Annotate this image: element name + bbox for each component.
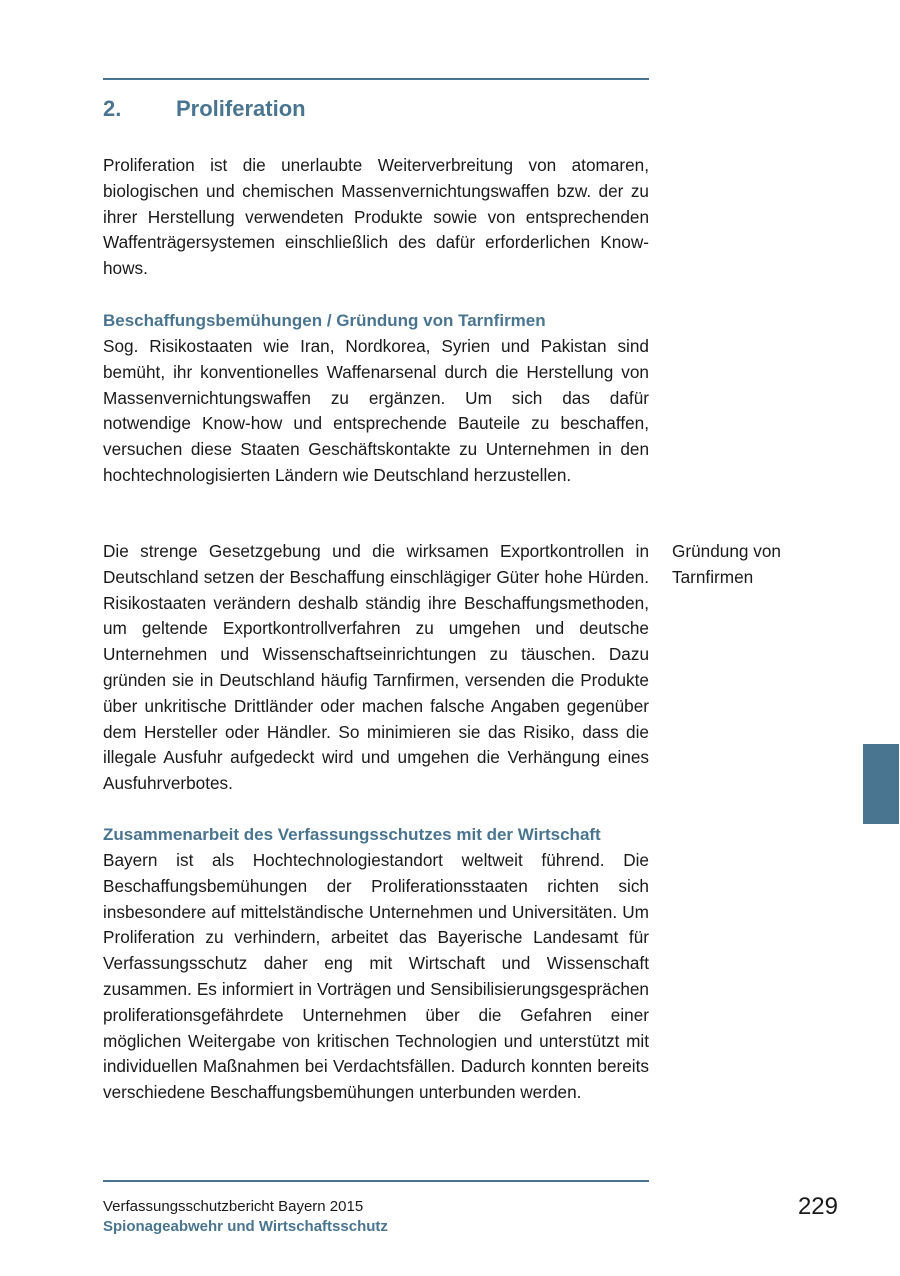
chapter-thumb-tab — [863, 744, 899, 824]
procurement-paragraph-2: Die strenge Gesetzgebung und die wirksamen Exportkontrollen in Deutschland setzen der Beschaffung einschlägiger Güter hohe Hürden. Risikostaaten verändern deshalb ständig ihre Beschaffungsmethoden, um geltende Exportkontrollverfahren zu umgehen und deutsche Unternehmen und Wissenschaftseinrichtungen zu täuschen. Dazu gründen sie in Deutschland häufig Tarnfirmen, versenden die Produkte über unkritische Drittländer oder machen falsche Angaben gegenüber dem Hersteller oder Händler. So minimieren sie das Risiko, dass die illegale Ausfuhr aufgedeckt wird und umgehen die Verhängung eines Ausfuhrverbotes. — [103, 541, 649, 794]
margin-note: Gründung von Tarnfirmen — [672, 541, 781, 587]
section-number: 2. — [103, 96, 122, 121]
top-rule — [103, 78, 649, 80]
bottom-rule — [103, 1180, 649, 1182]
section-heading — [103, 96, 306, 122]
intro-paragraph: Proliferation ist die unerlaubte Weiterverbreitung von atomaren, biologischen und chemischen Massenvernichtungswaffen bzw. der zu ihrer Herstellung verwendeten Produkte sowie von entsprechenden Waffenträgersystemen einschließlich des dafür erforderlichen Know-hows. — [103, 155, 649, 279]
cooperation-paragraph: Bayern ist als Hochtechnologiestandort weltweit führend. Die Beschaffungsbemühungen der Proliferationsstaaten richten sich insbesondere auf mittelständische Unternehmen und Universitäten. Um Proliferation zu verhindern, arbeitet das Bayerische Landesamt für Verfassungsschutz daher eng mit Wirtschaft und Wissenschaft zusammen. Es informiert in Vorträgen und Sensibilisierungsgesprächen proliferationsgefährdete Unternehmen über die Gefahren einer möglichen Weitergabe von kritischen Technologien und unterstützt mit individuellen Maßnahmen bei Verdachtsfällen. Dadurch konnten bereits verschiedene Beschaffungsbemühungen unterbunden werden. — [103, 850, 649, 1103]
footer-title: Verfassungsschutzbericht Bayern 2015 — [103, 1198, 364, 1215]
subsection-heading-procurement: Beschaffungsbemühungen / Gründung von Tarnfirmen — [103, 311, 546, 330]
subsection-heading-cooperation: Zusammenarbeit des Verfassungsschutzes mit der Wirtschaft — [103, 825, 601, 844]
page-number: 229 — [797, 1193, 838, 1220]
procurement-paragraph-1: Sog. Risikostaaten wie Iran, Nordkorea, Syrien und Pakistan sind bemüht, ihr konventionelles Waffenarsenal durch die Herstellung von Massenvernichtungswaffen zu ergänzen. Um sich das dafür notwendige Know-how und entsprechende Bauteile zu beschaffen, versuchen diese Staaten Geschäftskontakte zu Unternehmen in den hochtechnologisierten Ländern wie Deutschland herzustellen. — [103, 336, 649, 485]
section-title: Proliferation — [176, 96, 306, 121]
footer-subtitle: Spionageabwehr und Wirtschaftsschutz — [103, 1218, 388, 1235]
